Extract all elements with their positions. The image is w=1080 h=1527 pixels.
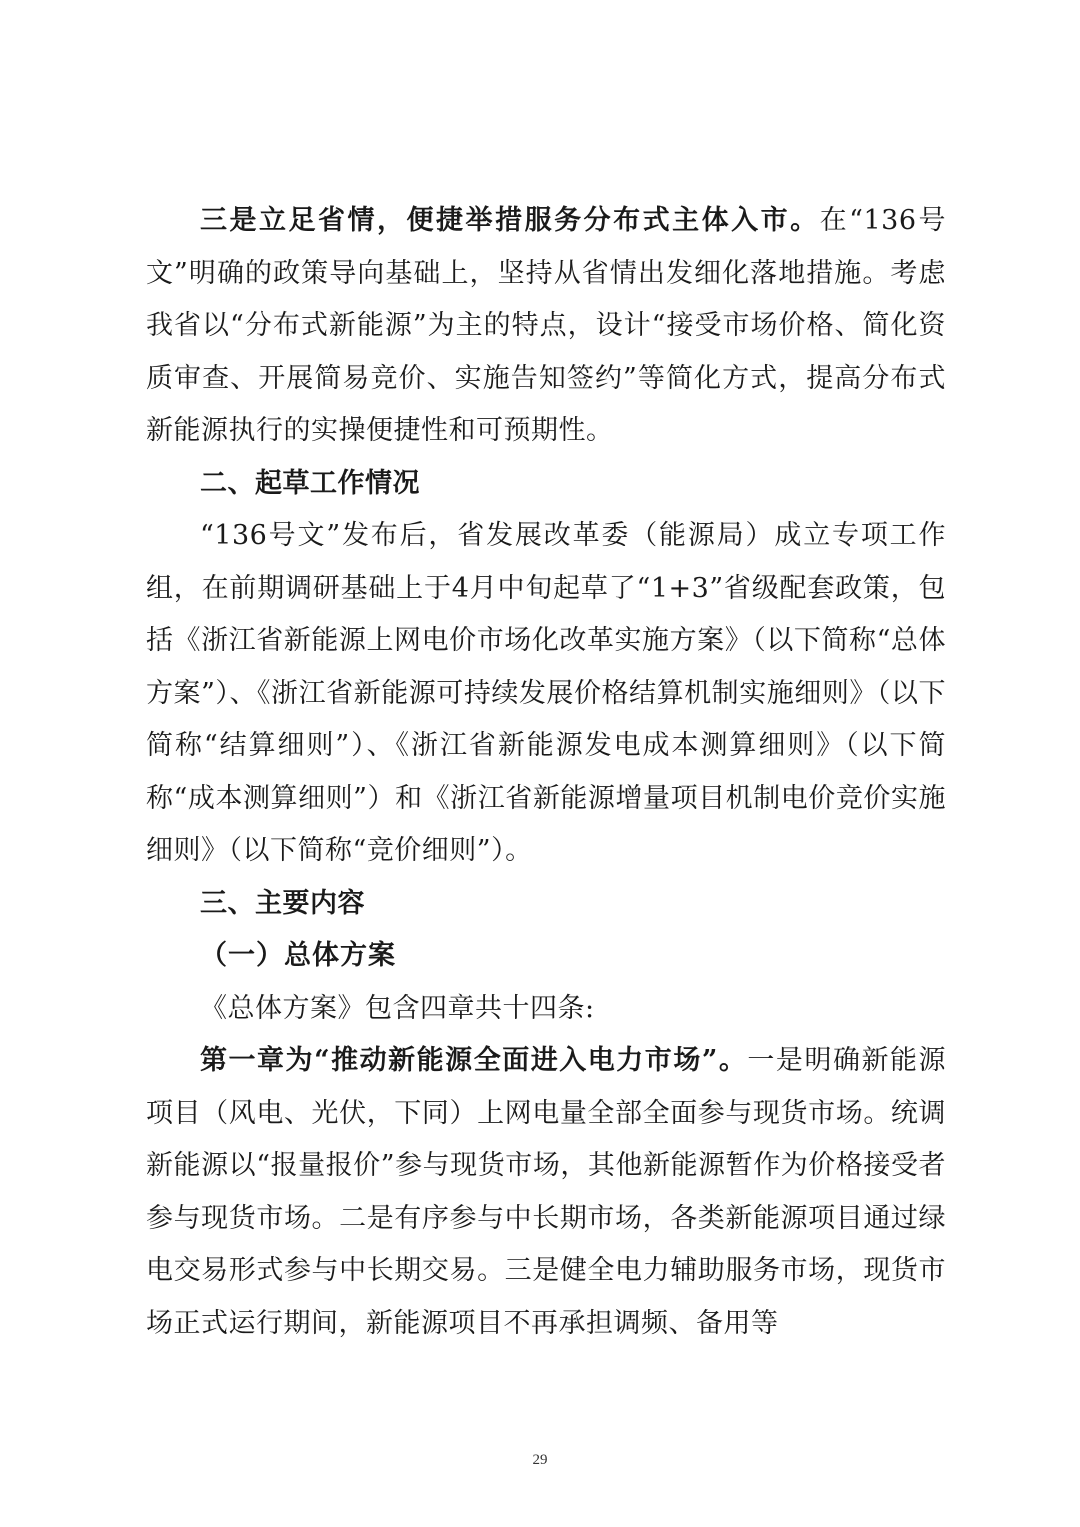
- section-heading-drafting: 二、起草工作情况: [200, 467, 420, 499]
- chapter-one-body-text: 一是明确新能源项目（风电、光伏，下同）上网电量全部全面参与现货市场。统调新能源以“报量报价”参与现货市场，其他新能源暂作为价格接受者参与现货市场。二是有序参与中长期市场，各类新能源项目通过绿电交易形式参与中长期交易。三是健全电力辅助服务市场，现货市场正式运行期间，新能源项目不再承担调频、备用等: [146, 1045, 947, 1339]
- paragraph-distributed-entry: [146, 195, 946, 458]
- paragraph-overall-plan-summary: 《总体方案》包含四章共十四条:: [200, 992, 595, 1024]
- chapter-one-lead-text: 第一章为“推动新能源全面进入电力市场”。: [200, 1045, 748, 1076]
- paragraph-drafting-work: “136号文”发布后，省发展改革委（能源局）成立专项工作组，在前期调研基础上于4月中旬起草了“1+3”省级配套政策，包括《浙江省新能源上网电价市场化改革实施方案》（以下简称“总体方案”）、《浙江省新能源可持续发展价格结算机制实施细则》（以下简称“结算细则”）、《浙江省新能源发电成本测算细则》（以下简称“成本测算细则”）和《浙江省新能源增量项目机制电价竞价实施细则》（以下简称“竞价细则”）。: [146, 520, 946, 866]
- subsection-heading-overall-plan: （一）总体方案: [200, 940, 396, 971]
- paragraph-chapter-one: [146, 1035, 946, 1350]
- paragraph-lead-text: 三是立足省情，便捷举措服务分布式主体入市。: [200, 205, 820, 236]
- document-body: [146, 195, 946, 1350]
- page-number: 29: [532, 1452, 548, 1468]
- section-heading-main-content: 三、主要内容: [200, 887, 365, 919]
- paragraph-body-text: 在“136号文”明确的政策导向基础上，坚持从省情出发细化落地措施。考虑我省以“分布式新能源”为主的特点，设计“接受市场价格、简化资质审查、开展简易竞价、实施告知签约”等简化方式，提高分布式新能源执行的实操便捷性和可预期性。: [146, 205, 947, 446]
